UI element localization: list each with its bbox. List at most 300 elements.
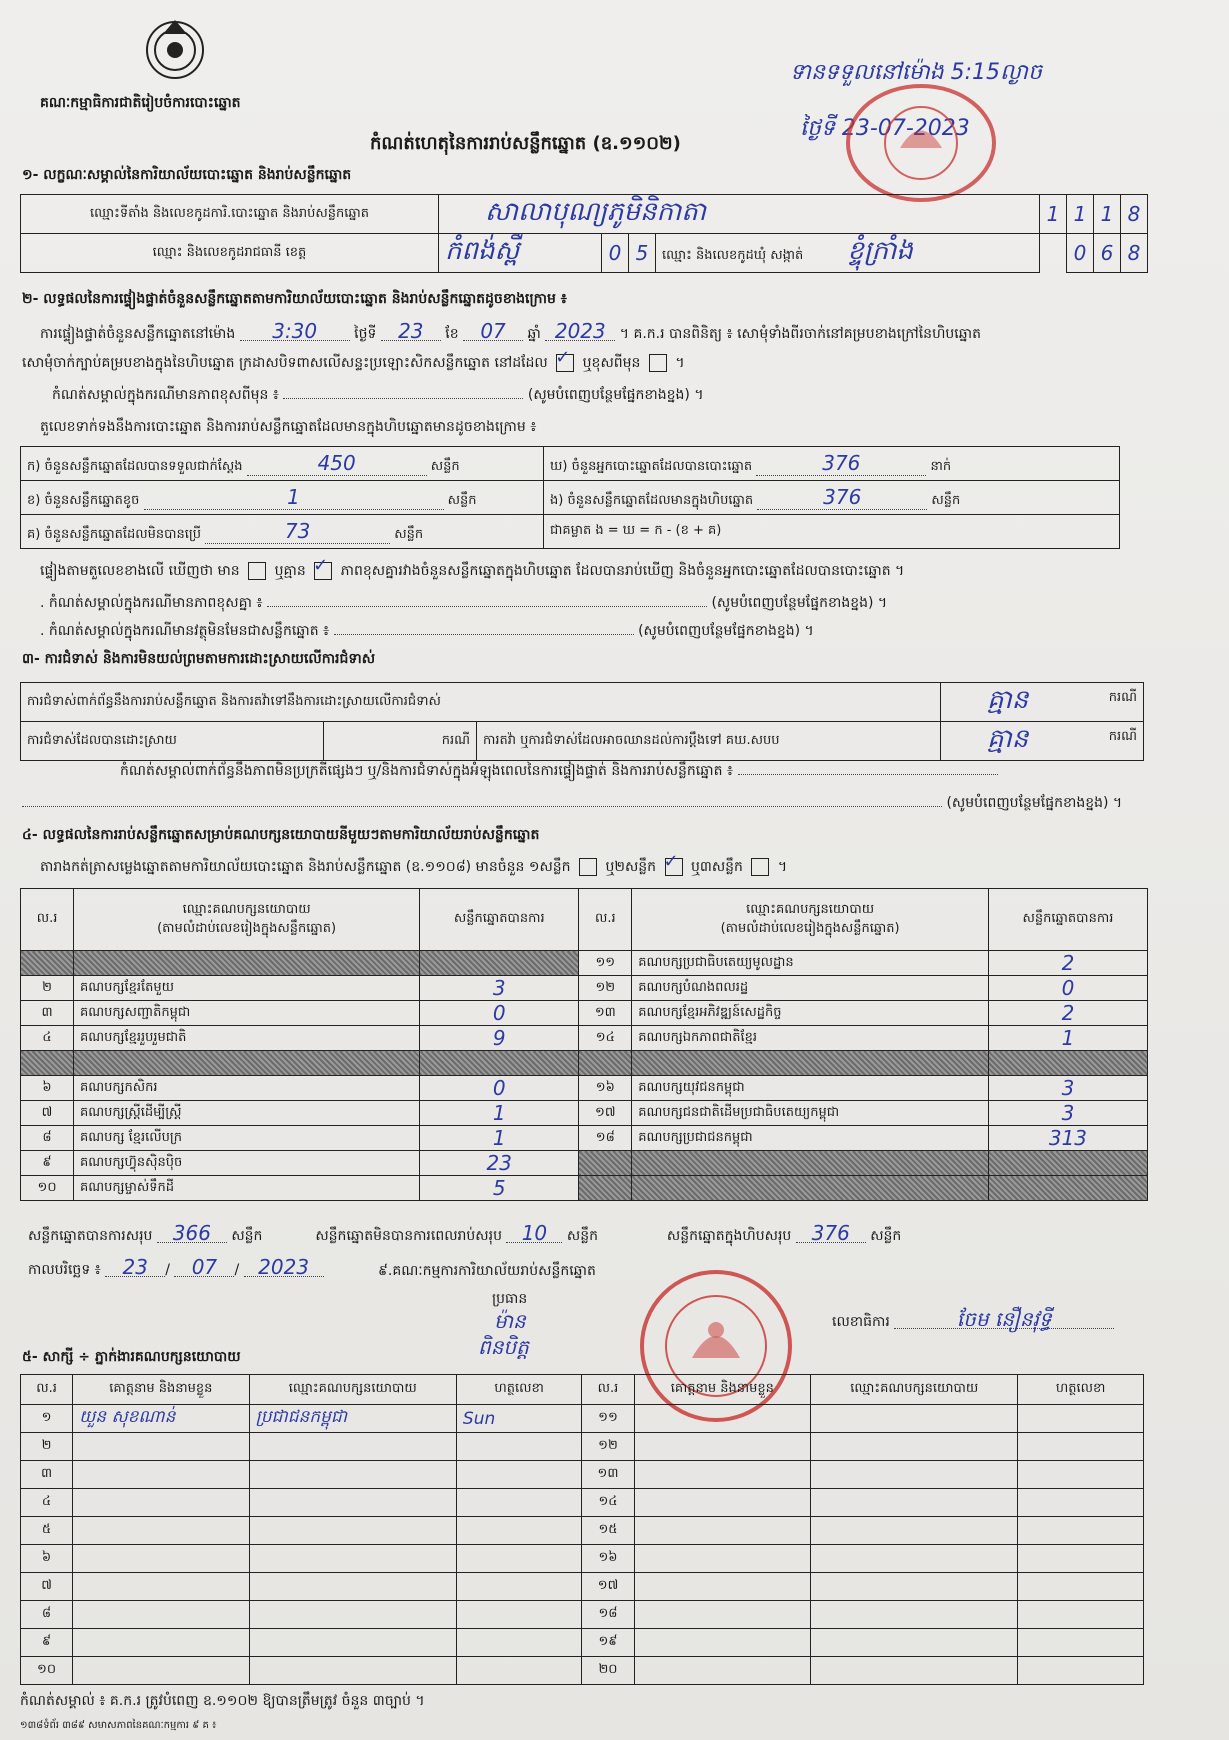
party-name-right: គណបក្សបំណងពលរដ្ឋ [632,976,989,1001]
witness-name [73,1601,250,1629]
objection-resolved-label: ការជំទាស់ដែលបានដោះស្រាយ [21,722,324,761]
witness-no: ១០ [21,1657,73,1685]
verify-line1 [40,319,981,343]
witness-col-party: ឈ្មោះគណបក្សនយោបាយ [249,1375,456,1405]
official-seal-top [846,84,996,202]
count-b-cell [21,481,544,515]
party-votes-right: 2 [988,1001,1147,1026]
count-d-label: ឃ) ចំនួនអ្នកបោះឆ្នោតដែលបានបោះឆ្នោត [550,458,753,474]
verify-line2: សោមុំចាក់ក្បាប់គម្របខាងក្នុងនៃហិបឆ្នោត ក្រដាសបិទពាសលើសន្ទះប្រឡោះសិកសន្លឹកឆ្នោត នៅដដែល ✓ ឬខុសពីមុន ។ [22,347,685,371]
objection-table [20,682,1144,761]
results-row [21,1076,1148,1101]
witness-party-right [811,1657,1018,1685]
secretary-line [832,1307,1114,1331]
witness-no: ៤ [21,1489,73,1517]
foreign-object-note-text: . កំណត់សម្គាល់ក្នុងករណីមានវត្ថុមិនមែនជាសន្លឹកឆ្នោត ៖ [40,623,330,639]
section5-heading: ៥- សាក្សី ÷ ភ្នាក់ងារគណបក្សនយោបាយ [22,1349,241,1365]
witness-sign [456,1657,582,1685]
witness-name-right [634,1489,811,1517]
count-e-cell [544,481,1120,515]
objection-appeal-unit: ករណី [1108,729,1137,744]
witness-no-right: ១៩ [582,1629,634,1657]
results-row [21,1176,1148,1201]
verify-line1-e: ។ គ.ក.រ បានពិនិត្យ ៖ សោមុំទាំងពីរចាក់នៅគម្របខាងក្រៅនៃហិបឆ្នោត [619,326,981,342]
party-name: គណបក្សហ៊្វុនស៊ិនប៉ិច [74,1151,420,1176]
witness-no-right: ១៤ [582,1489,634,1517]
foreign-object-note-line [40,622,814,640]
party-no-right [579,1176,632,1201]
party-votes-right: 0 [988,976,1147,1001]
chair-name: ពិនបិត្ត [478,1335,529,1359]
discrepancy-line-b: ឬគ្មាន [274,563,306,579]
witness-party: ប្រជាជនកម្ពុជា [249,1405,456,1433]
results-table [20,888,1148,1201]
party-votes: 23 [420,1151,579,1176]
location-code-3: 1 [1094,195,1121,234]
party-no-right: ១៨ [579,1126,632,1151]
verify-day: 23 [381,322,441,341]
witness-sign-right [1018,1489,1144,1517]
witness-party-right [811,1405,1018,1433]
three-sheet-checkbox[interactable] [751,858,769,876]
total-valid-label: សន្លឹកឆ្នោតបានការសរុប [28,1228,153,1244]
party-no-right [579,1151,632,1176]
irregularity-note-text: កំណត់សម្គាល់ពាក់ព័ន្ធនឹងភាពមិនប្រក្រតីផ្សេងៗ ឬ/និងការជំទាស់ក្នុងអំឡុងពេលនៃការផ្ទៀងផ្ទាត់ និងការរាប់សន្លឹកឆ្នោត ៖ [120,763,734,779]
party-no-right: ១៦ [579,1076,632,1101]
witness-party [249,1489,456,1517]
count-e-label: ង) ចំនួនសន្លឹកឆ្នោតដែលមានក្នុងហិបឆ្នោត [550,492,754,508]
chair-label: ប្រធាន [492,1291,528,1307]
witness-table [20,1374,1144,1685]
witness-name [73,1489,250,1517]
results-row [21,1101,1148,1126]
witness-no: ៨ [21,1601,73,1629]
witness-sign-right [1018,1461,1144,1489]
count-d-cell [544,447,1120,481]
witness-party-right [811,1545,1018,1573]
witness-party-right [811,1601,1018,1629]
party-name: គណបក្ស ខ្មែរលើបក្រ [74,1126,420,1151]
count-b-value: 1 [144,485,444,510]
party-no: ៣ [21,1001,74,1026]
results-row [21,1001,1148,1026]
no-difference-checkbox[interactable]: ✓ [314,562,332,580]
witness-no-right: ២០ [582,1657,634,1685]
count-e-unit: សន្លឹក [931,492,961,508]
witness-party-right [811,1461,1018,1489]
witness-sign [456,1433,582,1461]
objection-row1-label: ការជំទាស់ពាក់ព័ន្ធនឹងការរាប់សន្លឹកឆ្នោត និងការតវ៉ាទៅនឹងការដោះស្រាយលើការជំទាស់ [21,683,941,722]
objection-appeal-value: គ្មាន [987,724,1029,754]
witness-sign [456,1461,582,1489]
difference-note-hint: (សូមបំពេញបន្ថែមផ្នែកខាងខ្នង) ។ [527,387,704,403]
location-value-text: សាលាបុណ្យភូមិនិកាតា [485,197,707,227]
section1-heading: ១- លក្ខណៈសម្គាល់នៃការិយាល័យបោះឆ្នោត និងរាប់សន្លឹកឆ្នោត [22,167,352,183]
witness-no-right: ១៦ [582,1545,634,1573]
location-label: ឈ្មោះទីតាំង និងលេខកូដការិ.បោះឆ្នោត និងរាប់សន្លឹកឆ្នោត [21,195,439,234]
tally-sheet-line: តារាងកត់ត្រាសម្លេងឆ្នោតតាមការិយាល័យបោះឆ្នោត និងរាប់សន្លឹកឆ្នោត (ឧ.១១០៨) មានចំនួន ១សន្លឹក ឬ២សន្លឹក ✓ ឬ៣សន្លឹក ។ [40,851,788,875]
witness-name [73,1629,250,1657]
commune-code-1: 0 [1067,234,1094,273]
witness-no-right: ១៣ [582,1461,634,1489]
witness-sign-right [1018,1405,1144,1433]
section3-heading: ៣- ការជំទាស់ និងការមិនយល់ព្រមតាមការដោះស្រាយលើការជំទាស់ [22,651,376,667]
witness-no: ៩ [21,1629,73,1657]
witness-party [249,1433,456,1461]
witness-name-right [634,1629,811,1657]
date-day: 23 [105,1258,165,1277]
party-no-right [579,1051,632,1076]
results-row [21,1126,1148,1151]
counts-table [20,446,1120,549]
witness-name-right [634,1461,811,1489]
province-value [439,234,602,273]
witness-sign [456,1629,582,1657]
witness-no: ៣ [21,1461,73,1489]
witness-name [73,1461,250,1489]
emblem-icon [137,14,213,80]
party-votes-right [988,1176,1147,1201]
witness-name [73,1517,250,1545]
commune-label: ឈ្មោះ និងលេខកូដឃុំ សង្កាត់ [662,248,804,263]
witness-name-right [634,1601,811,1629]
count-d-value: 376 [756,451,926,476]
party-no: ៩ [21,1151,74,1176]
difference-note-label: កំណត់សម្គាល់ក្នុងករណីមានភាពខុសពីមុន ៖ [52,387,279,403]
party-name: គណបក្សខ្មែររួបរួមជាតិ [74,1026,420,1051]
results-col-votes: សន្លឹកឆ្នោតបានការ [420,889,579,951]
count-c-cell [21,515,544,549]
count-b-unit: សន្លឹក [447,492,477,508]
party-name [74,1051,420,1076]
witness-no-right: ១៥ [582,1517,634,1545]
witness-sign [456,1545,582,1573]
witness-sign-right [1018,1601,1144,1629]
difference-note-hint-2: (សូមបំពេញបន្ថែមផ្នែកខាងខ្នង) ។ [711,595,888,611]
party-name-right: គណបក្សឯកភាពជាតិខ្មែរ [632,1026,989,1051]
totals-line [28,1221,1138,1245]
witness-sign-right [1018,1545,1144,1573]
results-row [21,976,1148,1001]
one-sheet-checkbox[interactable] [579,858,597,876]
count-a-unit: សន្លឹក [430,458,460,474]
verify-month: 07 [463,322,523,341]
party-name-right [632,1151,989,1176]
witness-party [249,1629,456,1657]
witness-party-right [811,1433,1018,1461]
results-col-party-title: ឈ្មោះគណបក្សនយោបាយ [182,901,311,917]
results-col-votes-right: សន្លឹកឆ្នោតបានការ [988,889,1147,951]
objection-appeal-value-cell [941,722,1144,761]
party-name-right: គណបក្សប្រជាធិបតេយ្យមូលដ្ឋាន [632,951,989,976]
count-formula: ជាគម្លាត ង = ឃ = ក - (ខ + គ) [544,515,1120,549]
party-no: ២ [21,976,74,1001]
witness-party-right [811,1629,1018,1657]
party-name: គណបក្សខ្មែរតែមួយ [74,976,420,1001]
chair-signature: ម៉ាន [494,1309,526,1333]
witness-sign-right [1018,1517,1144,1545]
witness-party [249,1657,456,1685]
witness-col-sign-right: ហត្ថលេខា [1018,1375,1144,1405]
verify-year: 2023 [545,322,615,341]
witness-party [249,1601,456,1629]
irregularity-note-line2 [22,794,1122,812]
witness-name [73,1573,250,1601]
witness-no: ១ [21,1405,73,1433]
witness-name [73,1433,250,1461]
unchanged-checkbox[interactable]: ✓ [556,354,574,372]
witness-name [73,1657,250,1685]
witness-row [21,1573,1144,1601]
count-a-cell [21,447,544,481]
results-row [21,1051,1148,1076]
party-votes: 5 [420,1176,579,1201]
location-code-4: 8 [1121,195,1148,234]
province-code-1: 0 [602,234,629,273]
results-row [21,1151,1148,1176]
party-no [21,1051,74,1076]
witness-name: យួន សុខណាន់ [73,1405,250,1433]
count-a-label: ក) ចំនួនសន្លឹកឆ្នោតដែលបានទទួលជាក់ស្តែង [27,458,243,474]
results-row [21,951,1148,976]
date-year: 2023 [244,1258,324,1277]
discrepancy-line-a: ផ្ទៀងតាមតួលេខខាងលើ ឃើញថា មាន [40,563,240,579]
witness-no: ៧ [21,1573,73,1601]
witness-row [21,1433,1144,1461]
date-month: 07 [174,1258,234,1277]
witness-sign [456,1601,582,1629]
witness-sign [456,1489,582,1517]
party-name [74,951,420,976]
witness-col-no-right: ល.រ [582,1375,634,1405]
party-votes: 1 [420,1126,579,1151]
objection-row1-value-cell [941,683,1144,722]
party-no [21,951,74,976]
results-col-party-right [632,889,989,951]
witness-no: ៦ [21,1545,73,1573]
results-row [21,1026,1148,1051]
party-name-right: គណបក្សជនជាតិដើមប្រជាធិបតេយ្យកម្ពុជា [632,1101,989,1126]
count-d-unit: នាក់ [930,458,952,474]
received-note-line1: ទាន​ទទួលនៅម៉ោង 5:15ល្ងាច [790,60,1042,85]
footer-note: កំណត់សម្គាល់ ៖ គ.ក.រ ត្រូវបំពេញ ឧ.១១០២ ឱ្យបានត្រឹមត្រូវ ចំនួន ៣ច្បាប់ ។ [20,1693,425,1709]
changed-checkbox[interactable] [649,354,667,372]
total-box-value: 376 [796,1224,866,1243]
objection-row1-unit: ករណី [1108,690,1137,705]
witness-row [21,1657,1144,1685]
verify-line1-d: ឆ្នាំ [527,326,541,342]
party-name-right: គណបក្សខ្មែរអភិវឌ្ឍន៍សេដ្ឋកិច្ច [632,1001,989,1026]
witness-col-sign: ហត្ថលេខា [456,1375,582,1405]
changed-option-label: ឬខុសពីមុន [582,355,641,371]
witness-row [21,1629,1144,1657]
committee-name: គណៈកម្មាធិការជាតិរៀបចំការបោះឆ្នោត [40,95,241,111]
results-col-no: ល.រ [21,889,74,951]
party-no-right: ១២ [579,976,632,1001]
party-votes: 0 [420,1001,579,1026]
irregularity-note [120,762,998,780]
party-no-right: ១៧ [579,1101,632,1126]
commune-cell [656,234,1040,273]
party-votes: 0 [420,1076,579,1101]
party-votes: 1 [420,1101,579,1126]
witness-name-right [634,1573,811,1601]
party-votes [420,1051,579,1076]
location-code-2: 1 [1067,195,1094,234]
secretary-label: លេខាធិការ [832,1314,890,1330]
verify-line1-b: ថ្ងៃទី [354,326,377,342]
party-votes-right: 3 [988,1076,1147,1101]
witness-row [21,1461,1144,1489]
results-col-party-sub: (តាមលំដាប់លេខរៀងក្នុងសន្លឹកឆ្នោត) [157,920,337,936]
witness-party-right [811,1573,1018,1601]
counting-committee-label: ៩.គណៈកម្មការការិយាល័យរាប់សន្លឹកឆ្នោត [378,1263,596,1279]
results-col-party-sub-right: (តាមលំដាប់លេខរៀងក្នុងសន្លឹកឆ្នោត) [720,920,900,936]
witness-name [73,1545,250,1573]
two-sheet-checkbox[interactable]: ✓ [665,858,683,876]
party-votes-right: 1 [988,1026,1147,1051]
difference-note-line [40,594,887,612]
witness-row [21,1489,1144,1517]
commune-code-3: 8 [1121,234,1148,273]
objection-row1-value: គ្មាន [987,685,1029,715]
witness-col-name-right: គោត្តនាម និងនាមខ្លួន [634,1375,811,1405]
total-box-label: សន្លឹកឆ្នោតក្នុងហិបសរុប [666,1228,792,1244]
witness-name-right [634,1657,811,1685]
party-no-right: ១៤ [579,1026,632,1051]
irregularity-note-hint: (សូមបំពេញបន្ថែមផ្នែកខាងខ្នង) ។ [946,795,1123,811]
count-a-value: 450 [247,451,427,476]
total-valid-value: 366 [157,1224,227,1243]
date-label: កាលបរិច្ឆេទ ៖ [28,1262,101,1278]
witness-row [21,1601,1144,1629]
party-no: ៦ [21,1076,74,1101]
secretary-signature: ចែម នឿនវុទ្ធី [894,1310,1114,1329]
party-no-right: ១៣ [579,1001,632,1026]
discrepancy-line [40,555,905,580]
location-value [439,195,1040,234]
witness-party [249,1461,456,1489]
party-name-right: គណបក្សយុវជនកម្ពុជា [632,1076,989,1101]
witness-no: ៥ [21,1517,73,1545]
witness-name-right [634,1517,811,1545]
party-name: គណបក្សកសិករ [74,1076,420,1101]
witness-party-right [811,1489,1018,1517]
count-c-unit: សន្លឹក [394,526,424,542]
total-invalid-value: 10 [506,1224,562,1243]
party-votes-right [988,1151,1147,1176]
results-col-party [74,889,420,951]
witness-sign: Sun [456,1405,582,1433]
verify-line4: តួលេខទាក់ទងនឹងការបោះឆ្នោត និងការរាប់សន្លឹកឆ្នោតដែលមានក្នុងហិបឆ្នោតមានដូចខាងក្រោម ៖ [40,419,537,435]
discrepancy-line-c: ភាពខុសគ្នារវាងចំនួនសន្លឹកឆ្នោតក្នុងហិបឆ្នោត ដែលបានរាប់ឃើញ និងចំនួនអ្នកបោះឆ្នោតដែលបានបោះឆ្នោត ។ [340,563,905,579]
total-invalid-unit: សន្លឹក [566,1228,598,1244]
party-votes-right [988,1051,1147,1076]
verify-line3 [52,386,704,404]
witness-col-name: គោត្តនាម និងនាមខ្លួន [73,1375,250,1405]
date-line: កាលបរិច្ឆេទ ៖ 23 / 07 / 2023 [28,1258,324,1279]
witness-sign-right [1018,1657,1144,1685]
objection-resolved-unit: ករណី [324,722,477,761]
witness-sign [456,1517,582,1545]
party-name: គណបក្សស្ត្រីដើម្បីស្ត្រី [74,1101,420,1126]
witness-no-right: ១១ [582,1405,634,1433]
witness-no-right: ១៧ [582,1573,634,1601]
location-code-1: 1 [1040,195,1067,234]
has-difference-checkbox[interactable] [248,562,266,580]
location-table [20,194,1148,273]
count-e-value: 376 [757,485,927,510]
witness-col-party-right: ឈ្មោះគណបក្សនយោបាយ [811,1375,1018,1405]
commune-code-2: 6 [1094,234,1121,273]
tally-sheet-text: តារាងកត់ត្រាសម្លេងឆ្នោតតាមការិយាល័យបោះឆ្នោត និងរាប់សន្លឹកឆ្នោត (ឧ.១១០៨) មានចំនួន ១សន្លឹក [40,859,571,875]
witness-sign [456,1573,582,1601]
party-name: គណបក្សម្ចាស់ទឹកដី [74,1176,420,1201]
party-votes: 3 [420,976,579,1001]
witness-party-right [811,1517,1018,1545]
commune-value: ខ្ទុំក្រាំង [847,236,913,266]
party-name-right: គណបក្សប្រជាជនកម្ពុជា [632,1126,989,1151]
party-votes-right: 313 [988,1126,1147,1151]
three-sheet-label: ឬ៣សន្លឹក [690,859,743,875]
witness-party [249,1573,456,1601]
results-col-party-title-right: ឈ្មោះគណបក្សនយោបាយ [746,901,875,917]
witness-col-no: ល.រ [21,1375,73,1405]
witness-row [21,1545,1144,1573]
party-votes [420,951,579,976]
witness-row [21,1405,1144,1433]
total-box-unit: សន្លឹក [870,1228,902,1244]
party-no-right: ១១ [579,951,632,976]
witness-no: ២ [21,1433,73,1461]
province-label: ឈ្មោះ និងលេខកូដរាជធានី ខេត្ត [21,234,439,273]
witness-row [21,1517,1144,1545]
province-value-text: កំពង់ស្ពឺ [445,236,520,266]
total-invalid-label: សន្លឹកឆ្នោតមិនបានការពេលរាប់សរុប [315,1228,502,1244]
witness-sign-right [1018,1629,1144,1657]
witness-no-right: ១២ [582,1433,634,1461]
verify-time: 3:30 [240,322,350,341]
witness-no-right: ១៨ [582,1601,634,1629]
party-no: ៤ [21,1026,74,1051]
verify-line1-c: ខែ [445,326,459,342]
witness-sign-right [1018,1573,1144,1601]
section2-heading: ២- លទ្ធផលនៃការផ្ទៀងផ្ទាត់ចំនួនសន្លឹកឆ្នោតតាមការិយាល័យបោះឆ្នោត និងរាប់សន្លឹកឆ្នោតដូចខាងក្រោម ៖ [22,291,567,307]
difference-note-text: . កំណត់សម្គាល់ក្នុងករណីមានភាពខុសគ្នា ៖ [40,595,263,611]
witness-party [249,1545,456,1573]
count-b-label: ខ) ចំនួនសន្លឹកឆ្នោតខូច [27,492,140,508]
party-name: គណបក្សសញ្ជាតិកម្ពុជា [74,1001,420,1026]
section4-heading: ៤- លទ្ធផលនៃការរាប់សន្លឹកឆ្នោតសម្រាប់គណបក្សនយោបាយនីមួយៗតាមការិយាល័យរាប់សន្លឹកឆ្នោត [22,827,540,843]
witness-sign-right [1018,1433,1144,1461]
witness-name-right [634,1405,811,1433]
witness-party [249,1517,456,1545]
party-no: ៨ [21,1126,74,1151]
party-votes-right: 3 [988,1101,1147,1126]
results-col-no-right: ល.រ [579,889,632,951]
two-sheet-label: ឬ២សន្លឹក [605,859,657,875]
party-no: ១០ [21,1176,74,1201]
party-name-right [632,1051,989,1076]
objection-appeal-label: ការតវ៉ា ឬការជំទាស់ដែលអាចឈានដល់ការប្តឹងទៅ គឃ.សបប [477,722,941,761]
verify-line2-text: សោមុំចាក់ក្បាប់គម្របខាងក្នុងនៃហិបឆ្នោត ក្រដាសបិទពាសលើសន្ទះប្រឡោះសិកសន្លឹកឆ្នោត នៅដដែល [22,355,548,371]
party-name-right [632,1176,989,1201]
received-note-line2: ថ្ងៃទី 23-07-2023 [800,116,970,141]
witness-name-right [634,1433,811,1461]
foreign-object-note-hint: (សូមបំពេញបន្ថែមផ្នែកខាងខ្នង) ។ [638,623,814,639]
total-valid-unit: សន្លឹក [231,1228,263,1244]
party-votes: 9 [420,1026,579,1051]
